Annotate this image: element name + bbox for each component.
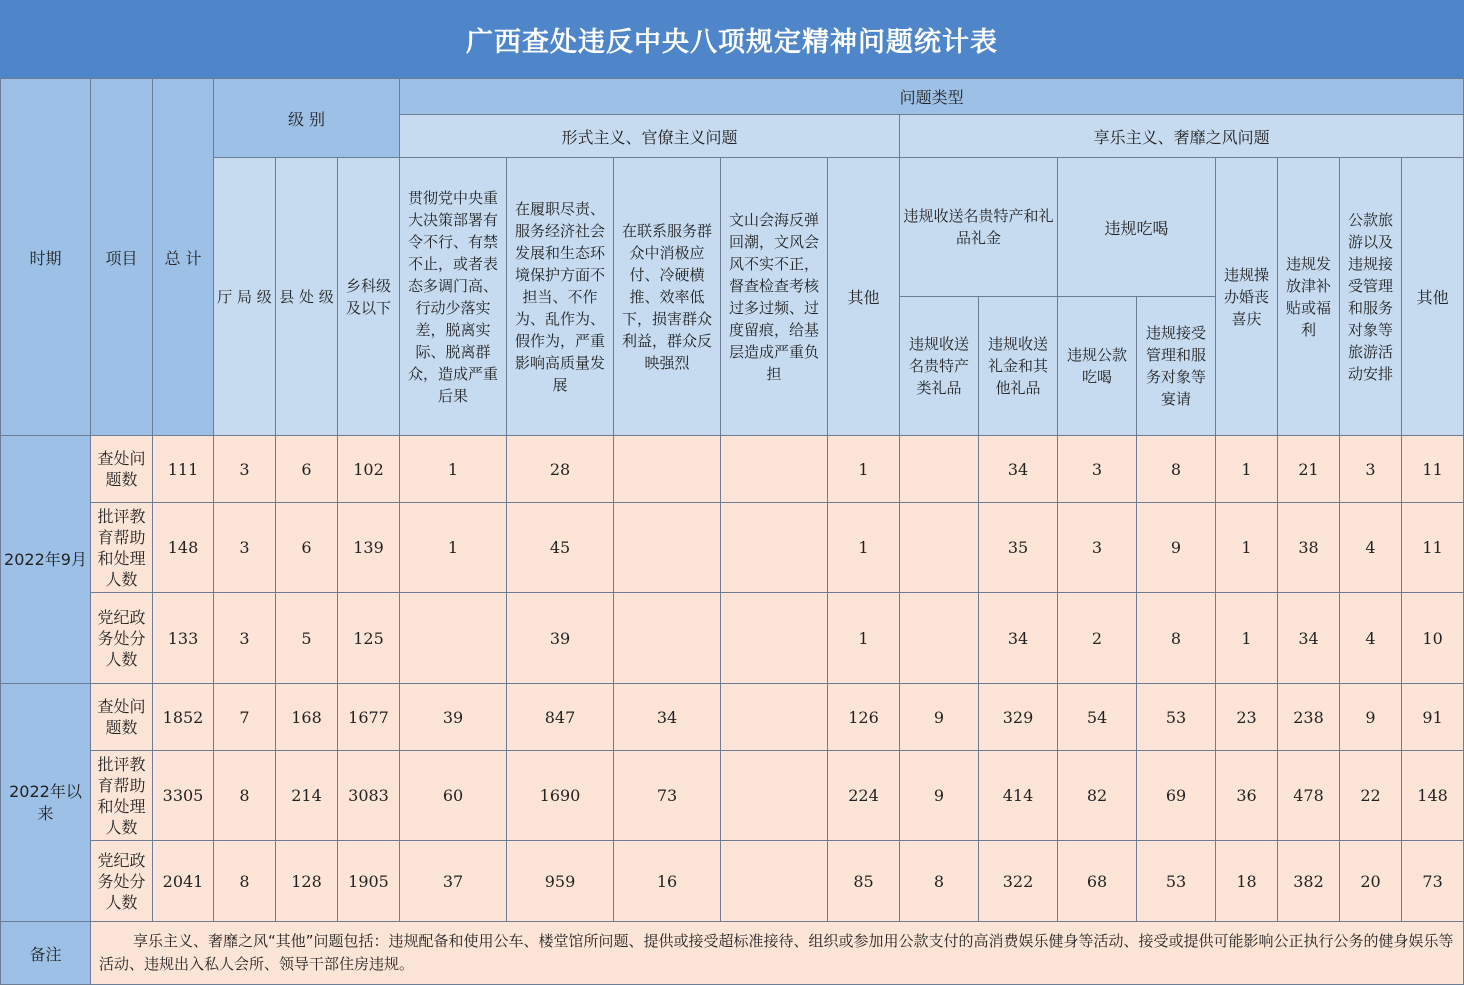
value-cell-travel: 20 <box>1340 841 1402 922</box>
value-cell-formalism-4 <box>721 684 828 751</box>
value-cell-level-ting: 8 <box>214 841 276 922</box>
item-cell: 批评教育帮助和处理人数 <box>91 751 153 841</box>
value-cell-formalism-1: 1 <box>400 436 507 503</box>
value-cell-formalism-3: 34 <box>614 684 721 751</box>
value-cell-total: 3305 <box>153 751 214 841</box>
value-cell-formalism-2: 959 <box>507 841 614 922</box>
value-cell-level-xian: 214 <box>276 751 338 841</box>
value-cell-level-xian: 6 <box>276 503 338 593</box>
value-cell-formalism-2: 847 <box>507 684 614 751</box>
table-row <box>1 841 1464 922</box>
period-cell: 2022年9月 <box>1 436 91 684</box>
value-cell-formalism-4 <box>721 841 828 922</box>
value-cell-eat-banquet: 8 <box>1137 593 1216 684</box>
value-cell-level-xian: 128 <box>276 841 338 922</box>
value-cell-level-xian: 168 <box>276 684 338 751</box>
value-cell-hedonism-other: 11 <box>1402 436 1464 503</box>
value-cell-hedonism-other: 10 <box>1402 593 1464 684</box>
value-cell-eat-banquet: 53 <box>1137 841 1216 922</box>
header-formalism: 形式主义、官僚主义问题 <box>400 115 900 158</box>
value-cell-wedding: 36 <box>1216 751 1278 841</box>
value-cell-formalism-3: 73 <box>614 751 721 841</box>
value-cell-eat-public: 54 <box>1058 684 1137 751</box>
value-cell-wedding: 1 <box>1216 503 1278 593</box>
note-text: 享乐主义、奢靡之风“其他”问题包括：违规配备和使用公车、楼堂馆所问题、提供或接受超标准接待、组织或参加用公款支付的高消费娱乐健身等活动、接受或提供可能影响公正执行公务的健身娱乐等活动、违规出入私人会所、领导干部住房违规。 <box>91 922 1464 985</box>
value-cell-level-xiang: 139 <box>338 503 400 593</box>
header-eat-banquet: 违规接受管理和服务对象等宴请 <box>1137 297 1216 436</box>
value-cell-eat-banquet: 9 <box>1137 503 1216 593</box>
statistics-table <box>0 78 1464 985</box>
table-row <box>1 503 1464 593</box>
value-cell-total: 1852 <box>153 684 214 751</box>
value-cell-gift-special: 9 <box>900 684 979 751</box>
header-allowance: 违规发放津补贴或福利 <box>1278 158 1340 436</box>
value-cell-gift-special: 8 <box>900 841 979 922</box>
value-cell-gift-money: 414 <box>979 751 1058 841</box>
value-cell-hedonism-other: 73 <box>1402 841 1464 922</box>
item-cell: 党纪政务处分人数 <box>91 593 153 684</box>
value-cell-level-ting: 3 <box>214 593 276 684</box>
value-cell-level-ting: 3 <box>214 503 276 593</box>
value-cell-level-xiang: 102 <box>338 436 400 503</box>
value-cell-eat-banquet: 53 <box>1137 684 1216 751</box>
value-cell-formalism-2: 28 <box>507 436 614 503</box>
value-cell-gift-money: 35 <box>979 503 1058 593</box>
note-label: 备注 <box>1 922 91 985</box>
value-cell-eat-banquet: 69 <box>1137 751 1216 841</box>
header-eat: 违规吃喝 <box>1058 158 1216 297</box>
value-cell-travel: 4 <box>1340 503 1402 593</box>
header-level: 级 别 <box>214 79 400 158</box>
value-cell-level-ting: 8 <box>214 751 276 841</box>
table-row <box>1 684 1464 751</box>
value-cell-gift-money: 34 <box>979 436 1058 503</box>
value-cell-wedding: 1 <box>1216 593 1278 684</box>
value-cell-level-xiang: 3083 <box>338 751 400 841</box>
header-wedding: 违规操办婚丧喜庆 <box>1216 158 1278 436</box>
value-cell-level-xiang: 1677 <box>338 684 400 751</box>
value-cell-gift-special: 9 <box>900 751 979 841</box>
header-item: 项目 <box>91 79 153 436</box>
value-cell-gift-money: 322 <box>979 841 1058 922</box>
value-cell-wedding: 18 <box>1216 841 1278 922</box>
value-cell-formalism-1: 37 <box>400 841 507 922</box>
value-cell-formalism-other: 1 <box>828 503 900 593</box>
value-cell-gift-special <box>900 593 979 684</box>
value-cell-allowance: 34 <box>1278 593 1340 684</box>
value-cell-formalism-4 <box>721 436 828 503</box>
header-gift-special: 违规收送名贵特产类礼品 <box>900 297 979 436</box>
value-cell-allowance: 382 <box>1278 841 1340 922</box>
header-hedonism: 享乐主义、奢靡之风问题 <box>900 115 1464 158</box>
value-cell-allowance: 238 <box>1278 684 1340 751</box>
value-cell-travel: 9 <box>1340 684 1402 751</box>
value-cell-formalism-other: 85 <box>828 841 900 922</box>
value-cell-formalism-1: 60 <box>400 751 507 841</box>
value-cell-allowance: 478 <box>1278 751 1340 841</box>
value-cell-gift-money: 329 <box>979 684 1058 751</box>
value-cell-eat-public: 3 <box>1058 503 1137 593</box>
value-cell-gift-special <box>900 503 979 593</box>
value-cell-allowance: 21 <box>1278 436 1340 503</box>
header-gift-money: 违规收送礼金和其他礼品 <box>979 297 1058 436</box>
header-formalism-3: 在联系服务群众中消极应付、冷硬横推、效率低下，损害群众利益，群众反映强烈 <box>614 158 721 436</box>
value-cell-travel: 22 <box>1340 751 1402 841</box>
header-formalism-1: 贯彻党中央重大决策部署有令不行、有禁不止，或者表态多调门高、行动少落实差，脱离实际、脱离群众，造成严重后果 <box>400 158 507 436</box>
value-cell-formalism-1: 1 <box>400 503 507 593</box>
value-cell-formalism-1 <box>400 593 507 684</box>
item-cell: 党纪政务处分人数 <box>91 841 153 922</box>
value-cell-eat-banquet: 8 <box>1137 436 1216 503</box>
value-cell-wedding: 23 <box>1216 684 1278 751</box>
value-cell-formalism-other: 1 <box>828 436 900 503</box>
header-gift: 违规收送名贵特产和礼品礼金 <box>900 158 1058 297</box>
value-cell-formalism-4 <box>721 593 828 684</box>
value-cell-level-xian: 6 <box>276 436 338 503</box>
header-formalism-2: 在履职尽责、服务经济社会发展和生态环境保护方面不担当、不作为、乱作为、假作为，严重影响高质量发展 <box>507 158 614 436</box>
value-cell-formalism-other: 126 <box>828 684 900 751</box>
header-eat-public: 违规公款吃喝 <box>1058 297 1137 436</box>
item-cell: 批评教育帮助和处理人数 <box>91 503 153 593</box>
item-cell: 查处问题数 <box>91 436 153 503</box>
period-cell: 2022年以来 <box>1 684 91 922</box>
item-cell: 查处问题数 <box>91 684 153 751</box>
value-cell-formalism-1: 39 <box>400 684 507 751</box>
value-cell-hedonism-other: 148 <box>1402 751 1464 841</box>
value-cell-formalism-2: 45 <box>507 503 614 593</box>
value-cell-formalism-4 <box>721 503 828 593</box>
header-formalism-other: 其他 <box>828 158 900 436</box>
value-cell-travel: 4 <box>1340 593 1402 684</box>
header-level-xiang: 乡科级及以下 <box>338 158 400 436</box>
value-cell-formalism-other: 224 <box>828 751 900 841</box>
value-cell-hedonism-other: 91 <box>1402 684 1464 751</box>
value-cell-gift-special <box>900 436 979 503</box>
table-title: 广西查处违反中央八项规定精神问题统计表 <box>0 0 1464 78</box>
value-cell-total: 148 <box>153 503 214 593</box>
value-cell-wedding: 1 <box>1216 436 1278 503</box>
value-cell-travel: 3 <box>1340 436 1402 503</box>
value-cell-level-ting: 3 <box>214 436 276 503</box>
header-problem-type: 问题类型 <box>400 79 1464 115</box>
value-cell-formalism-other: 1 <box>828 593 900 684</box>
value-cell-level-ting: 7 <box>214 684 276 751</box>
header-hedonism-other: 其他 <box>1402 158 1464 436</box>
value-cell-level-xian: 5 <box>276 593 338 684</box>
value-cell-formalism-2: 1690 <box>507 751 614 841</box>
value-cell-formalism-3: 16 <box>614 841 721 922</box>
value-cell-formalism-3 <box>614 593 721 684</box>
value-cell-total: 133 <box>153 593 214 684</box>
value-cell-formalism-4 <box>721 751 828 841</box>
value-cell-formalism-3 <box>614 436 721 503</box>
table-row <box>1 593 1464 684</box>
header-formalism-4: 文山会海反弹回潮，文风会风不实不正，督查检查考核过多过频、过度留痕，给基层造成严重负担 <box>721 158 828 436</box>
value-cell-eat-public: 3 <box>1058 436 1137 503</box>
value-cell-eat-public: 68 <box>1058 841 1137 922</box>
header-total: 总 计 <box>153 79 214 436</box>
value-cell-total: 2041 <box>153 841 214 922</box>
header-level-ting: 厅 局 级 <box>214 158 276 436</box>
header-travel: 公款旅游以及违规接受管理和服务对象等旅游活动安排 <box>1340 158 1402 436</box>
value-cell-level-xiang: 1905 <box>338 841 400 922</box>
value-cell-gift-money: 34 <box>979 593 1058 684</box>
value-cell-hedonism-other: 11 <box>1402 503 1464 593</box>
value-cell-eat-public: 82 <box>1058 751 1137 841</box>
value-cell-formalism-3 <box>614 503 721 593</box>
header-period: 时期 <box>1 79 91 436</box>
value-cell-total: 111 <box>153 436 214 503</box>
table-row <box>1 436 1464 503</box>
table-row <box>1 751 1464 841</box>
value-cell-eat-public: 2 <box>1058 593 1137 684</box>
value-cell-level-xiang: 125 <box>338 593 400 684</box>
header-level-xian: 县 处 级 <box>276 158 338 436</box>
value-cell-formalism-2: 39 <box>507 593 614 684</box>
value-cell-allowance: 38 <box>1278 503 1340 593</box>
